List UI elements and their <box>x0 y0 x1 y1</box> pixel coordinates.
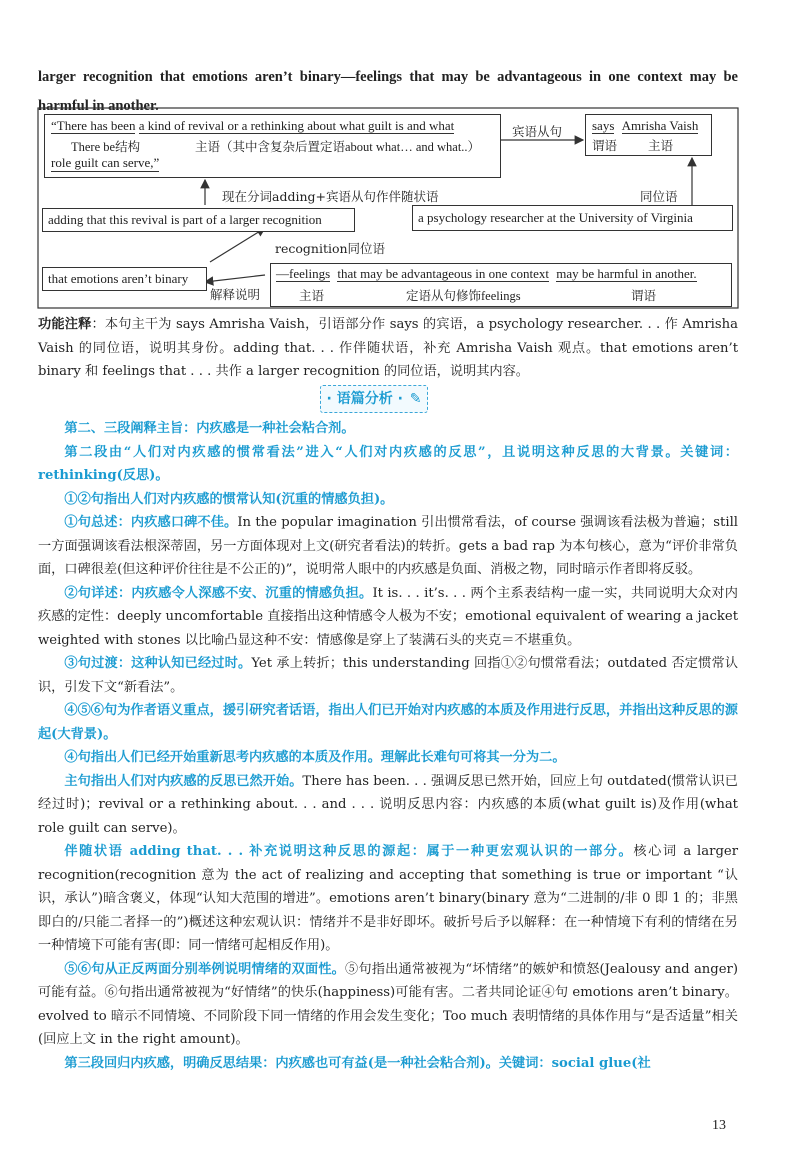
para-7: ④句指出人们已经开始重新思考内疚感的本质及作用。理解此长难句可将其一分为二。 <box>64 750 566 765</box>
says-pred-label: 谓语 <box>592 139 618 153</box>
feelings-box <box>270 263 732 307</box>
page-number: 13 <box>712 1118 726 1133</box>
psychologist-box: a psychology researcher at the University of Virginia <box>412 205 733 231</box>
section-tag <box>320 385 428 413</box>
section-tag-text: · 语篇分析 · <box>326 391 403 407</box>
advantageous-clause: that may be advantageous in one context <box>337 266 549 281</box>
quote-box <box>44 114 501 178</box>
para-0: 第二、三段阐释主旨：内疚感是一种社会粘合剂。 <box>64 421 355 436</box>
para-10: ⑤⑥句从正反两面分别举例说明情绪的双面性。⑤句指出通常被视为“坏情绪”的嫉妒和愤怒(Jealousy and anger)可能有益。⑥句指出通常被视为“好情绪”的快乐(happiness)可能有害。二者共同论证④句 emotions aren’t binary。evolved to 暗示不同情境、不同阶段下同一情绪的作用会发生变化；Too much 表明情绪的具体作用与“是否适量”相关(回应上文 in the right amount)。 <box>38 961 738 1047</box>
emotions-box: that emotions aren’t binary <box>42 267 207 291</box>
pen-icon: ✎ <box>409 391 422 407</box>
explain-label: 解释说明 <box>210 287 261 302</box>
para-11: 第三段回归内疚感，明确反思结果：内疚感也可有益(是一种社会粘合剂)。关键词：social glue(社 <box>64 1055 651 1071</box>
para-3: ①句总述：内疚感口碑不佳。In the popular imagination 引出惯常看法，of course 强调该看法极为普遍；still 一方面强调该看法根深蒂固，另一方面体现对上文(研究者看法)的转折。gets a bad rap 为本句核心，意为“评价非常负面，口碑很差(但这种评价往往是不公正的)”，说明常人眼中的内疚感是负面、消极之物，同时暗示作者即将反驳。 <box>38 515 739 577</box>
quote-there-be-label: There be结构 <box>71 140 141 154</box>
feelings-word: —feelings <box>276 266 331 281</box>
para-1: 第二段由“人们对内疚感的惯常看法”进入“人们对内疚感的反思”，且说明这种反思的大背景。关键词：rethinking(反思)。 <box>38 444 738 483</box>
quote-revival: a kind of revival or a rethinking about what guilt is and what <box>138 118 455 133</box>
function-note-label: 功能注释 <box>38 317 92 332</box>
para-5: ③句过渡：这种认知已经过时。Yet 承上转折；this understanding 回指①②句惯常看法；outdated 否定惯常认识，引发下文“新看法”。 <box>38 656 739 695</box>
para-9: 伴随状语 adding that. . . 补充说明这种反思的源起：属于一种更宏观认识的一部分。核心词 a larger recognition(recognition 意为 the act of realizing and accepting that something is true or important “认识，承认”)暗含褒义，体现“认知大范围的增进”。emotions aren’t binary(binary 意为“二进制的/非 0 即 1 的；非黑即白的/只能二者择一的”)概述这种宏观认识：情绪并不是非好即坏。破折号后予以解释：在一种情境下有利的情绪在另一种情境下可能有害(即：同一情绪可起相反作用)。 <box>38 844 738 953</box>
feelings-pred-label: 谓语 <box>631 289 657 303</box>
function-note-text: ：本句主干为 says Amrisha Vaish，引语部分作 says 的宾语，a psychology researcher. . . 作 Amrisha Vaish 的同位语，说明其身份。adding that. . . 作伴随状语，补充 Amrisha Vaish 观点。that emotions aren’t binary 和 feelings that . . . 共作 a larger recognition 的同位语，说明其内容。 <box>38 317 739 379</box>
para-6: ④⑤⑥句为作者语义重点，援引研究者话语，指出人们已开始对内疚感的本质及作用进行反思，并指出这种反思的源起(大背景)。 <box>38 703 738 742</box>
feelings-subj-label: 主语 <box>299 289 325 303</box>
amrisha-vaish: Amrisha Vaish <box>621 118 699 133</box>
quote-there-has-been: “There has been <box>51 118 136 133</box>
harmful-clause: may be harmful in another. <box>556 266 697 281</box>
analysis-section <box>38 417 738 1075</box>
quote-role-guilt: role guilt can serve,” <box>51 155 160 170</box>
says-subj-label: 主语 <box>648 139 674 153</box>
quote-subject-label: 主语（其中含复杂后置定语about what… and what..） <box>195 140 481 154</box>
intro-sentence: larger recognition that emotions aren’t binary—feelings that may be advantageous in one context may be harmful in another. <box>38 69 738 114</box>
para-8: 主句指出人们对内疚感的反思已然开始。There has been. . . 强调反思已然开始，回应上句 outdated(惯常认识已经过时)；revival or a rethinking about. . . and . . . 说明反思内容：内疚感的本质(what guilt is)及作用(what role guilt can serve)。 <box>38 773 738 836</box>
says-box <box>585 114 712 156</box>
para-4: ②句详述：内疚感令人深感不安、沉重的情感负担。It is. . . it’s. . . 两个主系表结构一虚一实，共同说明大众对内疚感的定性：deeply uncomfortable 直接指出这种情感令人极为不安；emotional equivalent of wearing a jacket weighted with stones 以比喻凸显这种不安：情感像是穿上了装满石头的夹克＝不堪重负。 <box>38 585 738 648</box>
para-2: ①②句指出人们对内疚感的惯常认知(沉重的情感负担)。 <box>64 491 394 507</box>
appositive-label: 同位语 <box>640 189 678 204</box>
feelings-attr-label: 定语从句修饰feelings <box>406 289 521 303</box>
recognition-label: recognition同位语 <box>275 241 386 256</box>
function-note <box>38 313 738 384</box>
obj-clause-label: 宾语从句 <box>512 124 563 139</box>
participle-label: 现在分词adding+宾语从句作伴随状语 <box>222 189 439 204</box>
says-word: says <box>592 118 615 133</box>
adding-box: adding that this revival is part of a larger recognition <box>42 208 355 232</box>
